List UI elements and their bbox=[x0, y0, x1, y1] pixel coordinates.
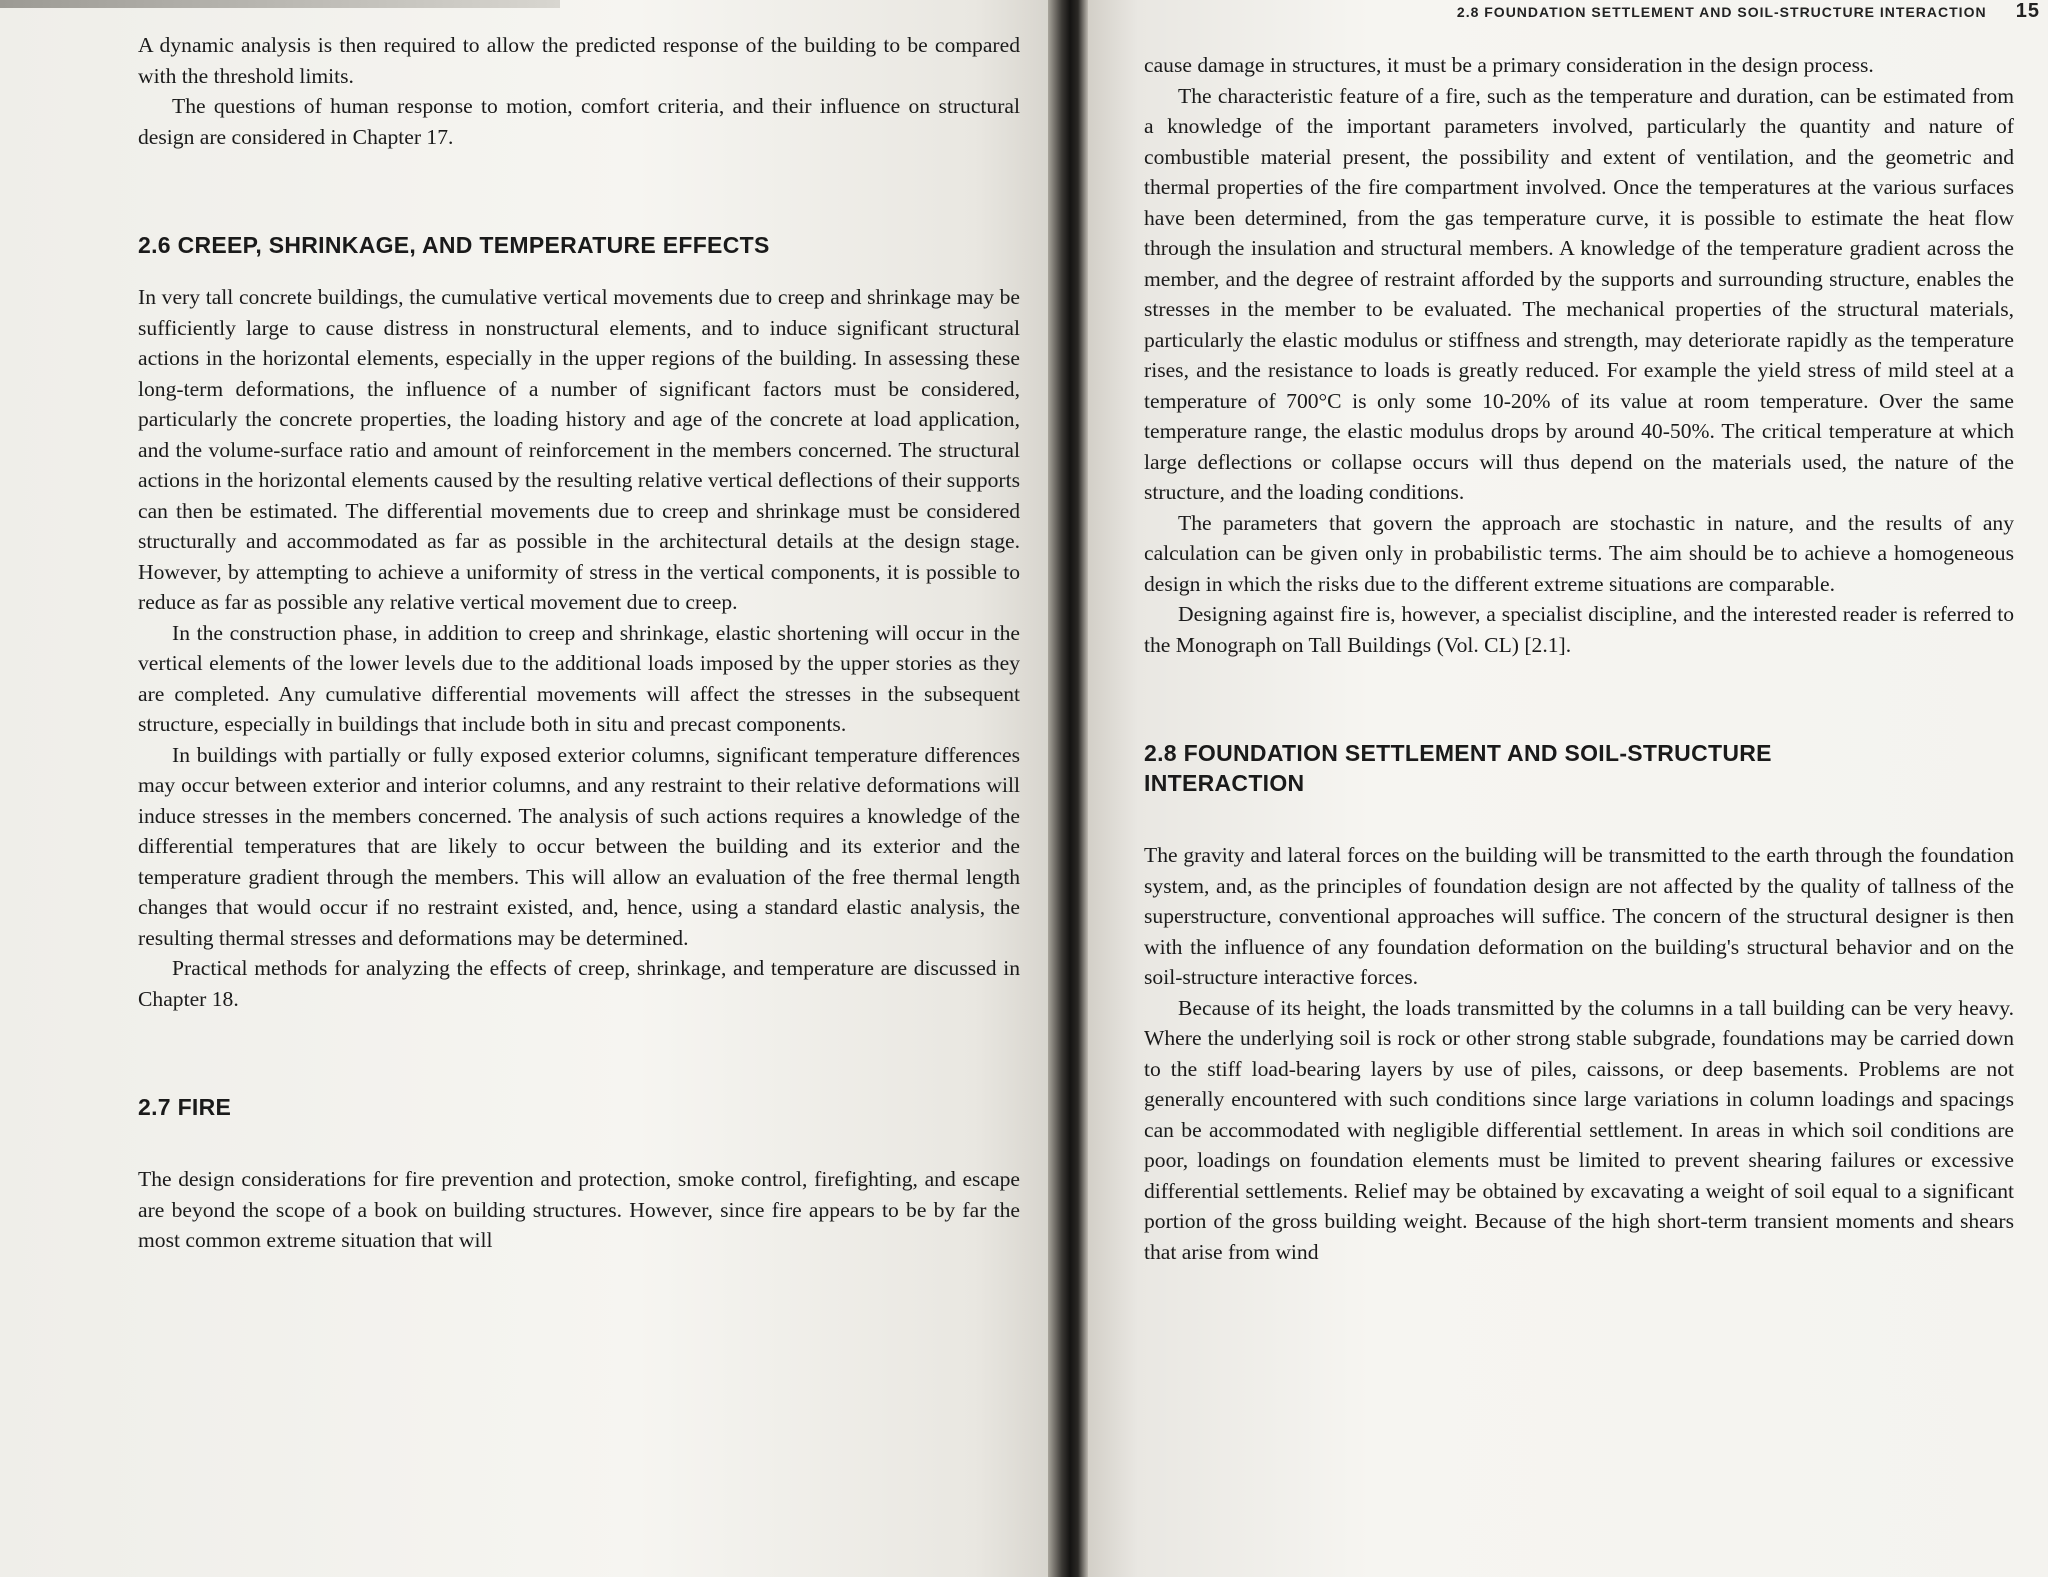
paragraph: The gravity and lateral forces on the building will be transmitted to the earth through the foundation system, and, as the principles of foundation design are not affected by the quality of tallness of the superstructure, conventional approaches will suffice. The concern of the structural designer is then with the influence of any foundation deformation on the building's structural behavior and on the soil-structure interactive forces. bbox=[1144, 843, 2014, 989]
paragraph: Practical methods for analyzing the effects of creep, shrinkage, and temperature are discussed in Chapter 18. bbox=[138, 956, 1020, 1011]
page-number: 15 bbox=[2015, 0, 2040, 22]
section-heading-2-7: 2.7 FIRE bbox=[138, 1094, 232, 1120]
paragraph: The design considerations for fire prevention and protection, smoke control, firefighting, and escape are beyond the scope of a book on building structures. However, since fire appears to be by far the most common extreme situation that will bbox=[138, 1167, 1020, 1252]
heading-line: 2.8 FOUNDATION SETTLEMENT AND SOIL-STRUCTURE bbox=[1144, 740, 1772, 766]
book-gutter bbox=[1048, 0, 1088, 1577]
top-edge-shadow bbox=[0, 0, 560, 8]
paragraph: The questions of human response to motion, comfort criteria, and their influence on structural design are considered in Chapter 17. bbox=[138, 94, 1020, 149]
paragraph: cause damage in structures, it must be a primary consideration in the design process. bbox=[1144, 53, 1874, 77]
right-page-content bbox=[1144, 50, 2014, 1267]
section-heading-2-6: 2.6 CREEP, SHRINKAGE, AND TEMPERATURE EFFECTS bbox=[138, 232, 770, 258]
paragraph: A dynamic analysis is then required to allow the predicted response of the building to be compared with the threshold limits. bbox=[138, 33, 1020, 88]
paragraph: The parameters that govern the approach are stochastic in nature, and the results of any calculation can be given only in probabilistic terms. The aim should be to achieve a homogeneous design in which the risks due to the different extreme situations are comparable. bbox=[1144, 510, 2014, 596]
paragraph: In buildings with partially or fully exposed exterior columns, significant temperature differences may occur between exterior and interior columns, and any restraint to their relative deformations will induce stresses in the members concerned. The analysis of such actions requires a knowledge of the differential temperatures that are likely to occur between the building and its exterior and the temperature gradient through the members. This will allow an evaluation of the free thermal length changes that would occur if no restraint existed, and, hence, using a standard elastic analysis, the resulting thermal stresses and deformations may be determined. bbox=[138, 742, 1020, 950]
paragraph: Designing against fire is, however, a specialist discipline, and the interested reader is referred to the Monograph on Tall Buildings (Vol. CL) [2.1]. bbox=[1144, 602, 2014, 657]
left-page-content bbox=[138, 30, 1020, 1256]
running-head bbox=[1300, 0, 2040, 22]
running-head-title: 2.8 FOUNDATION SETTLEMENT AND SOIL-STRUCTURE INTERACTION bbox=[1456, 4, 1987, 20]
paragraph: In very tall concrete buildings, the cumulative vertical movements due to creep and shrinkage may be sufficiently large to cause distress in nonstructural elements, and to induce significant structural actions in the horizontal elements, especially in the upper regions of the building. In assessing these long-term deformations, the influence of a number of significant factors must be considered, particularly the concrete properties, the loading history and age of the concrete at load application, and the volume-surface ratio and amount of reinforcement in the members concerned. The structural actions in the horizontal elements caused by the resulting relative vertical deflections of their supports can then be estimated. The differential movements due to creep and shrinkage must be considered structurally and accommodated as far as possible in the architectural details at the design stage. However, by attempting to achieve a uniformity of stress in the vertical components, it is possible to reduce as far as possible any relative vertical movement due to creep. bbox=[138, 285, 1020, 614]
paragraph: The characteristic feature of a fire, such as the temperature and duration, can be estimated from a knowledge of the important parameters involved, particularly the quantity and nature of combustible material present, the possibility and extent of ventilation, and the geometric and thermal properties of the fire compartment involved. Once the temperatures at the various surfaces have been determined, from the gas temperature curve, it is possible to estimate the heat flow through the insulation and structural members. A knowledge of the temperature gradient across the member, and the degree of restraint afforded by the supports and surrounding structure, enables the stresses in the member to be evaluated. The mechanical properties of the structural materials, particularly the elastic modulus or stiffness and strength, may deteriorate rapidly as the temperature rises, and the resistance to loads is greatly reduced. For example the yield stress of mild steel at a temperature of 700°C is only some 10-20% of its value at room temperature. Over the same temperature range, the elastic modulus drops by around 40-50%. The critical temperature at which large deflections or collapse occurs will thus depend on the materials used, the nature of the structure, and the loading conditions. bbox=[1144, 83, 2014, 504]
heading-line: INTERACTION bbox=[1144, 770, 1305, 796]
paragraph: In the construction phase, in addition to creep and shrinkage, elastic shortening will occur in the vertical elements of the lower levels due to the additional loads imposed by the upper stories as they are completed. Any cumulative differential movements will affect the stresses in the subsequent structure, especially in buildings that include both in situ and precast components. bbox=[138, 620, 1020, 736]
paragraph: Because of its height, the loads transmitted by the columns in a tall building can be very heavy. Where the underlying soil is rock or other strong stable subgrade, foundations may be carried down to the stiff load-bearing layers by use of piles, caissons, or deep basements. Problems are not generally encountered with such conditions since large variations in column loadings and spacings can be accommodated with negligible differential settlement. In areas in which soil conditions are poor, loadings on foundation elements must be limited to prevent shearing failures or excessive differential settlements. Relief may be obtained by excavating a weight of soil equal to a significant portion of the gross building weight. Because of the high short-term transient moments and shears that arise from wind bbox=[1144, 995, 2014, 1264]
section-heading-2-8 bbox=[1144, 738, 2014, 798]
